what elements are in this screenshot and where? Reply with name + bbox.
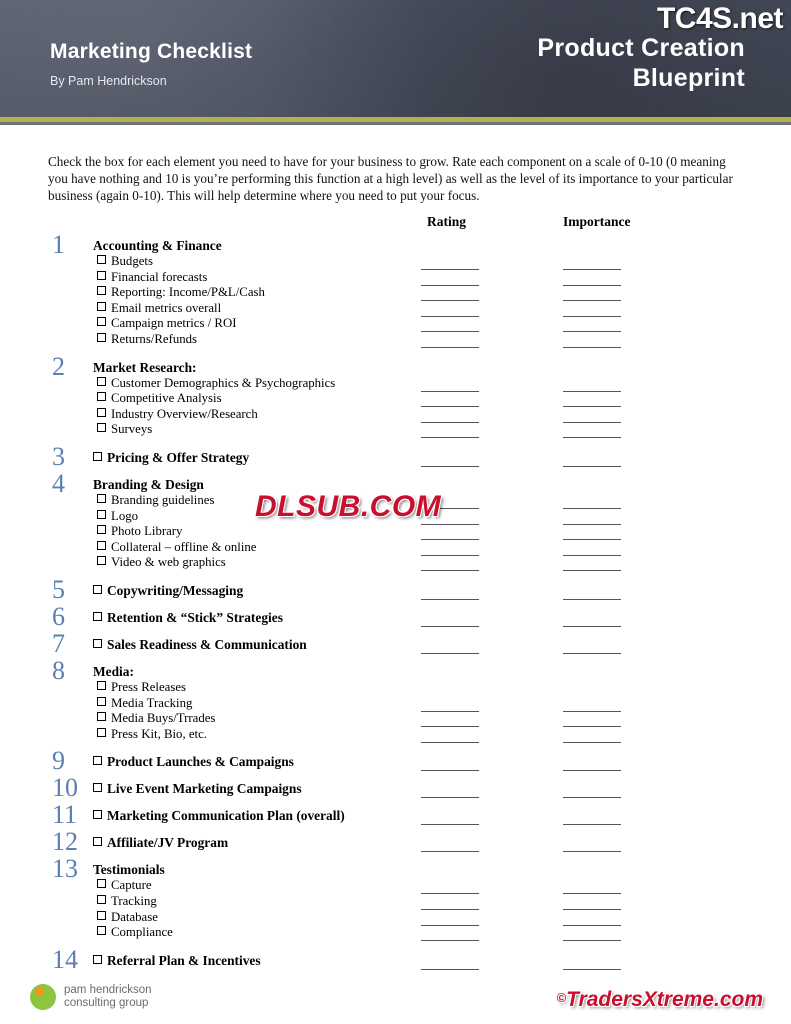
section-title-label: Sales Readiness & Communication [107,637,307,652]
rating-blank[interactable] [421,598,479,600]
rating-blank[interactable] [421,436,479,438]
page-header [0,0,791,117]
product-title-line1: Product Creation [537,34,745,62]
checkbox-icon[interactable] [97,525,106,534]
section-title-label: Pricing & Offer Strategy [107,450,250,465]
checklist-section [0,575,791,604]
section-number: 2 [52,351,65,381]
importance-blank[interactable] [563,652,621,654]
checklist-item[interactable] [97,555,226,570]
checkbox-icon[interactable] [97,712,106,721]
product-title-line2: Blueprint [632,64,745,92]
importance-blank[interactable] [563,939,621,941]
checklist-item-label: Capture [111,878,152,893]
importance-blank[interactable] [563,710,621,712]
section-title-label: Accounting & Finance [93,238,222,253]
checklist-item[interactable] [97,894,157,909]
section-number: 12 [52,827,78,857]
section-title[interactable] [93,835,228,851]
checkbox-icon[interactable] [97,317,106,326]
section-number: 4 [52,469,65,498]
checklist-item-label: Press Kit, Bio, etc. [111,726,207,741]
rating-blank[interactable] [421,823,479,825]
checklist-item[interactable] [97,711,215,726]
section-title-label: Live Event Marketing Campaigns [107,781,302,797]
rating-blank[interactable] [421,421,479,423]
checklist-item-label: Returns/Refunds [111,332,198,346]
checkbox-icon[interactable] [93,452,102,461]
rating-blank[interactable] [421,538,479,540]
checklist-item[interactable] [97,285,265,300]
importance-blank[interactable] [563,741,621,743]
rating-blank[interactable] [421,299,479,301]
rating-blank[interactable] [421,652,479,654]
importance-blank[interactable] [563,346,621,348]
checkbox-icon[interactable] [93,783,102,792]
rating-blank[interactable] [421,924,479,926]
importance-blank[interactable] [563,769,621,771]
checkbox-icon[interactable] [97,728,106,737]
section-title-label: Referral Plan & Incentives [107,952,261,968]
section-title [93,238,222,254]
section-title-label: Copywriting/Messaging [107,583,244,598]
importance-blank[interactable] [563,330,621,332]
section-title-label: Branding & Design [93,477,204,492]
importance-blank[interactable] [563,924,621,926]
top-watermark: TC4S.net [656,2,783,35]
checklist-item-label: Email metrics overall [111,300,222,315]
dark-divider [0,122,791,125]
checklist-item-label: Reporting: Income/P&L/Cash [111,285,265,300]
section-number: 8 [52,656,65,685]
consulting-group-logo-icon [30,984,56,1010]
section-title-label: Affiliate/JV Program [107,835,229,851]
checklist-body [0,230,791,980]
section-number: 7 [52,629,65,658]
footer-logo-text [64,984,152,1010]
footer-watermark-text: TradersXtreme.com [566,988,763,1011]
checklist-item-label: Branding guidelines [111,493,215,507]
section-title[interactable] [93,754,294,770]
section-number: 1 [52,230,65,259]
section-title [93,664,134,680]
section-title-label: Marketing Communication Plan (overall) [107,808,345,824]
checklist-item[interactable] [97,422,152,437]
rating-blank[interactable] [421,569,479,571]
checklist-item-label: Logo [111,508,139,523]
checklist-section [0,800,791,830]
checklist-item[interactable] [97,332,197,347]
checkbox-icon[interactable] [97,494,106,503]
checkbox-icon[interactable] [97,423,106,432]
rating-blank[interactable] [421,908,479,910]
importance-blank[interactable] [563,284,621,286]
section-title [93,477,204,493]
section-number: 14 [52,944,78,974]
rating-blank[interactable] [421,284,479,286]
section-number: 10 [52,773,78,803]
checklist-section [0,629,791,658]
checklist-item[interactable] [97,254,153,269]
section-title [93,862,165,878]
checklist-item[interactable] [97,925,173,940]
checklist-item-label: Media Tracking [111,695,193,710]
checklist-item-label: Collateral – offline & online [111,539,257,554]
checklist-item[interactable] [97,910,158,925]
author-line: By Pam Hendrickson [50,74,167,88]
checkbox-icon[interactable] [97,556,106,565]
rating-blank[interactable] [421,346,479,348]
importance-blank[interactable] [563,625,621,627]
rating-blank[interactable] [421,465,479,467]
checklist-item[interactable] [97,376,335,391]
importance-blank[interactable] [563,268,621,270]
section-number: 5 [52,575,65,604]
checklist-item[interactable] [97,680,186,695]
importance-blank[interactable] [563,823,621,825]
checklist-section [0,602,791,631]
rating-blank[interactable] [421,725,479,727]
product-title [325,33,745,93]
section-title[interactable] [93,953,261,969]
checklist-item[interactable] [97,727,207,742]
checkbox-icon[interactable] [97,392,106,401]
checkbox-icon[interactable] [97,255,106,264]
section-title[interactable] [93,637,307,653]
rating-blank[interactable] [421,315,479,317]
checklist-section [0,746,791,776]
checklist-item-label: Database [111,909,158,924]
rating-blank[interactable] [421,796,479,798]
section-number: 11 [52,800,78,830]
copyright-symbol: © [556,990,567,1005]
checklist-section [0,351,791,438]
section-number: 13 [52,854,78,884]
rating-blank[interactable] [421,268,479,270]
rating-blank[interactable] [421,892,479,894]
checkbox-icon[interactable] [97,879,106,888]
importance-blank[interactable] [563,968,621,970]
checkbox-icon[interactable] [97,895,106,904]
checklist-section [0,773,791,803]
footer-logo [30,984,152,1010]
importance-blank[interactable] [563,725,621,727]
checklist-item[interactable] [97,524,182,539]
checklist-section [0,442,791,471]
checklist-item-label: Photo Library [111,524,183,539]
checklist-item-label: Customer Demographics & Psychographics [111,375,336,390]
checklist-item[interactable] [97,493,214,508]
section-title[interactable] [93,450,249,466]
checkbox-icon[interactable] [97,510,106,519]
checklist-item[interactable] [97,696,192,711]
importance-blank[interactable] [563,315,621,317]
section-title-label: Market Research: [93,359,197,375]
importance-blank[interactable] [563,796,621,798]
checklist-item[interactable] [97,509,138,524]
section-title[interactable] [93,610,283,626]
importance-blank[interactable] [563,436,621,438]
checklist-item[interactable] [97,878,152,893]
checklist-section [0,656,791,742]
checkbox-icon[interactable] [97,302,106,311]
importance-blank[interactable] [563,405,621,407]
checkbox-icon[interactable] [97,911,106,920]
section-title-label: Testimonials [93,862,165,878]
footer-logo-line1: pam hendrickson [64,984,152,996]
section-title [93,360,197,376]
importance-blank[interactable] [563,908,621,910]
importance-blank[interactable] [563,850,621,852]
checklist-item[interactable] [97,270,207,285]
checkbox-icon[interactable] [97,926,106,935]
importance-blank[interactable] [563,390,621,392]
importance-blank[interactable] [563,299,621,301]
section-number: 3 [52,442,65,471]
section-title-label: Product Launches & Campaigns [107,754,294,770]
rating-blank[interactable] [421,741,479,743]
checkbox-icon[interactable] [93,756,102,765]
section-title[interactable] [93,808,345,824]
checklist-item-label: Media Buys/Trrades [111,711,216,726]
checklist-item-label: Compliance [111,925,173,940]
checkbox-icon[interactable] [93,612,102,621]
checklist-item[interactable] [97,391,222,406]
checkbox-icon[interactable] [93,837,102,846]
importance-blank[interactable] [563,421,621,423]
footer-logo-line2: consulting group [64,997,149,1009]
checkbox-icon[interactable] [93,585,102,594]
checkbox-icon[interactable] [93,810,102,819]
rating-blank[interactable] [421,710,479,712]
checkbox-icon[interactable] [97,333,106,342]
header-left-block [50,40,252,88]
checkbox-icon[interactable] [97,271,106,280]
rating-blank[interactable] [421,625,479,627]
checklist-item-label: Competitive Analysis [111,391,222,406]
rating-blank[interactable] [421,390,479,392]
intro-paragraph: Check the box for each element you need to have for your business to grow. Rate each component on a scale of 0-10 (0 meaning you have nothing and 10 is you’re performing this function at a high level) as well as the level of its importance to your particular business (again 0-10). This will help determine where you need to put your focus. [48,154,733,203]
importance-blank[interactable] [563,569,621,571]
checkbox-icon[interactable] [93,955,102,964]
importance-blank[interactable] [563,892,621,894]
checklist-section [0,854,791,940]
checkbox-icon[interactable] [97,286,106,295]
importance-blank[interactable] [563,554,621,556]
checklist-section [0,944,791,974]
checklist-item[interactable] [97,316,236,331]
rating-blank[interactable] [421,554,479,556]
importance-blank[interactable] [563,598,621,600]
checklist-item[interactable] [97,301,221,316]
checkbox-icon[interactable] [97,697,106,706]
rating-blank[interactable] [421,405,479,407]
section-number: 6 [52,602,65,631]
center-watermark: DLSUB.COM [255,490,442,523]
rating-blank[interactable] [421,769,479,771]
page-title: Marketing Checklist [50,40,253,63]
column-header-rating: Rating [427,214,467,229]
section-title[interactable] [93,583,243,599]
checklist-item-label: Campaign metrics / ROI [111,316,237,331]
section-title[interactable] [93,781,302,797]
checkbox-icon[interactable] [97,377,106,386]
importance-blank[interactable] [563,507,621,509]
rating-blank[interactable] [421,330,479,332]
checkbox-icon[interactable] [93,639,102,648]
checklist-section [0,230,791,348]
importance-blank[interactable] [563,538,621,540]
section-title-label: Media: [93,664,134,679]
checklist-item-label: Surveys [111,422,153,437]
checklist-item-label: Financial forecasts [111,269,208,284]
checkbox-icon[interactable] [97,541,106,550]
section-title-label: Retention & “Stick” Strategies [107,610,283,625]
checklist-item[interactable] [97,407,258,422]
checklist-item[interactable] [97,540,256,555]
rating-blank[interactable] [421,850,479,852]
checklist-section [0,827,791,857]
checkbox-icon[interactable] [97,681,106,690]
footer-watermark [557,988,763,1012]
checklist-item-label: Budgets [111,254,153,268]
rating-blank[interactable] [421,968,479,970]
column-header-importance: Importance [563,214,631,229]
checklist-item-label: Tracking [111,893,157,908]
checklist-item-label: Press Releases [111,680,186,694]
importance-blank[interactable] [563,523,621,525]
checklist-item-label: Video & web graphics [111,555,226,570]
section-number: 9 [52,746,65,776]
checkbox-icon[interactable] [97,408,106,417]
importance-blank[interactable] [563,465,621,467]
rating-blank[interactable] [421,939,479,941]
checklist-item-label: Industry Overview/Research [111,406,258,421]
